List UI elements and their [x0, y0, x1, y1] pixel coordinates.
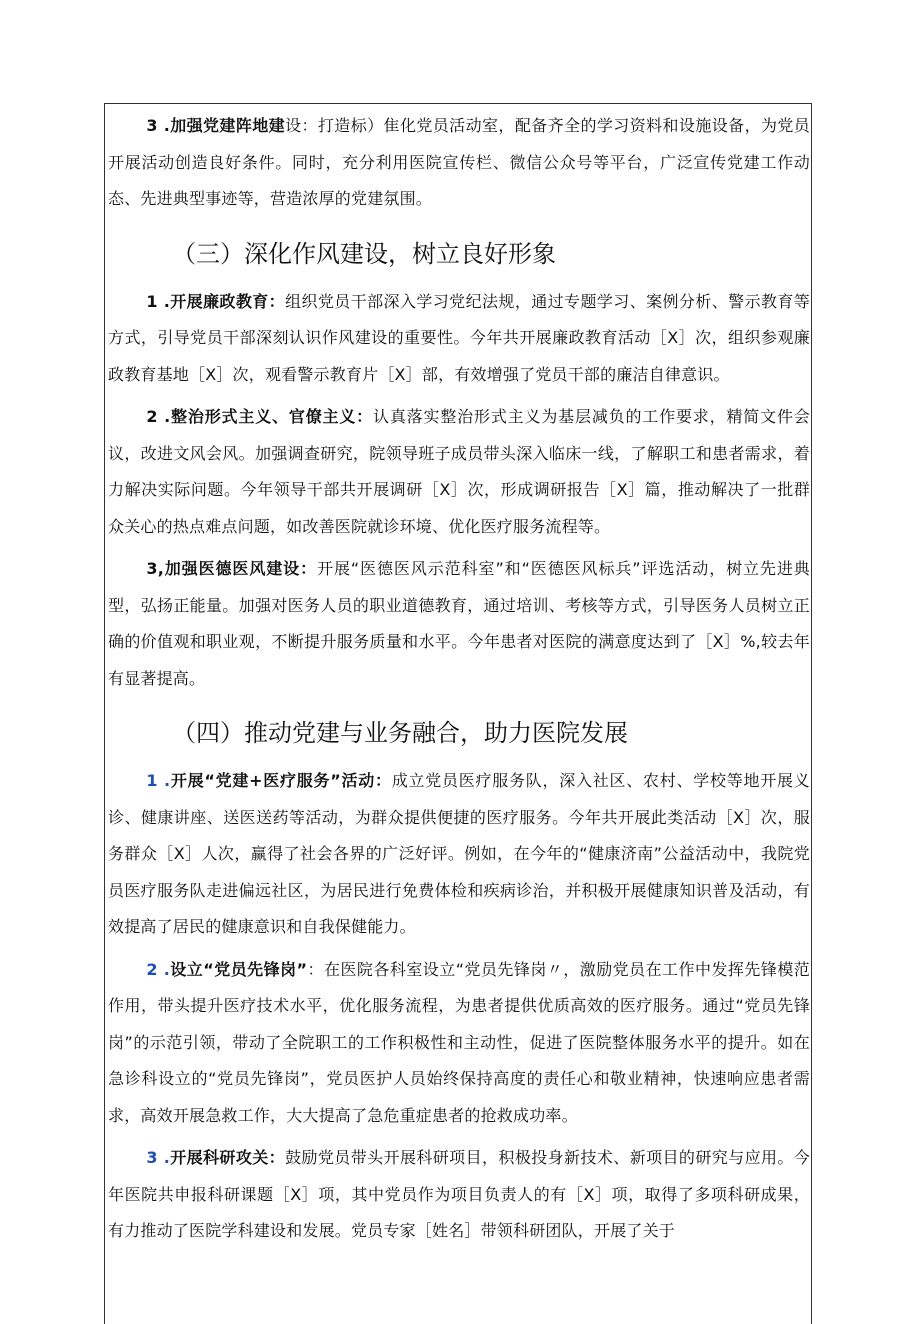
item-keyword: 开展“党建+医疗服务”活动：: [170, 771, 392, 790]
item-text: 组织党员干部深入学习党纪法规，通过专题学习、案例分析、警示教育等方式，引导党员干部深刻认识作风建设的重要性。今年共开展廉政教育活动［X］次，组织参观廉政教育基地［X］次，观看警示教育片［X］部，有效增强了党员干部的廉洁自律意识。: [108, 291, 810, 384]
item-text: 开展“医德医风示范科室”和“医德医风标兵”评选活动，树立先进典型，弘扬正能量。加强对医务人员的职业道德教育，通过培训、考核等方式，引导医务人员树立正确的价值观和职业观，不断提升服务质量和水平。今年患者对医院的满意度达到了［X］%,较去年有显著提高。: [108, 559, 810, 688]
paragraph-vanguard-post: [108, 952, 810, 1135]
item-text: 设：打造标）隹化党员活动室，配备齐全的学习资料和设施设备，为党员开展活动创造良好条件。同时，充分利用医院宣传栏、微信公众号等平台，广泛宣传党建工作动态、先进典型事迹等，营造浓厚的党建氛围。: [108, 116, 810, 208]
paragraph-formalism: [108, 399, 810, 545]
item-keyword: 设立“党员先锋岗”: [170, 959, 308, 979]
item-number: 3,: [146, 559, 165, 578]
item-number: 1 .: [146, 771, 171, 790]
item-text: 鼓励党员带头开展科研项目，积极投身新技术、新项目的研究与应用。今年医院共申报科研课题［X］项，其中党员作为项目负责人的有［X］项，取得了多项科研成果，有力推动了医院学科建设和发展。党员专家［姓名］带领科研团队，开展了关于: [108, 1148, 810, 1240]
item-keyword: 加强党建阵地建: [169, 116, 286, 135]
paragraph-medical-service: [108, 763, 810, 946]
item-keyword: 开展科研攻关：: [169, 1148, 286, 1167]
item-number: 2 .: [146, 407, 171, 426]
item-text: 认真落实整治形式主义为基层减负的工作要求，精简文件会议，改进文风会风。加强调查研究，院领导班子成员带头深入临床一线，了解职工和患者需求，着力解决实际问题。今年领导干部共开展调研［X］次，形成调研报告［X］篇，推动解决了一批群众关心的热点难点问题，如改善医院就诊环境、优化医疗服务流程等。: [108, 407, 810, 536]
item-number: 3 .: [146, 116, 170, 135]
item-keyword: 整治形式主义、官僚主义：: [170, 407, 374, 426]
paragraph-medical-ethics: [108, 551, 810, 697]
section-heading-4: （四）推动党建与业务融合，助力医院发展: [172, 719, 628, 747]
item-keyword: 加强医德医风建设：: [164, 559, 318, 578]
paragraph-research: [108, 1140, 810, 1250]
item-keyword: 开展廉政教育：: [169, 291, 286, 311]
paragraph-integrity-education: [108, 284, 810, 394]
item-text: ：在医院各科室设立“党员先锋岗〃，激励党员在工作中发挥先锋模范作用，带头提升医疗技术水平，优化服务流程，为患者提供优质高效的医疗服务。通过“党员先锋岗”的示范引领，带动了全院职工的工作积极性和主动性，促进了医院整体服务水平的提升。如在急诊科设立的“党员先锋岗”，党员医护人员始终保持高度的责任心和敬业精神，快速响应患者需求，高效开展急救工作，大大提高了急危重症患者的抢救成功率。: [108, 959, 810, 1125]
item-text: 成立党员医疗服务队，深入社区、农村、学校等地开展义诊、健康讲座、送医送药等活动，为群众提供便捷的医疗服务。今年共开展此类活动［X］次，服务群众［X］人次，赢得了社会各界的广泛好评。例如，在今年的“健康济南”公益活动中，我院党员医疗服务队走进偏远社区，为居民进行免费体检和疾病诊治，并积极开展健康知识普及活动，有效提高了居民的健康意识和自我保健能力。: [108, 771, 810, 936]
section-heading-3: （三）深化作风建设，树立良好形象: [172, 239, 556, 268]
item-number: 3 .: [146, 1148, 170, 1167]
item-number: 2 .: [146, 959, 171, 979]
paragraph-party-base: [108, 108, 810, 218]
document-body: [108, 108, 810, 1256]
item-number: 1 .: [146, 291, 170, 311]
